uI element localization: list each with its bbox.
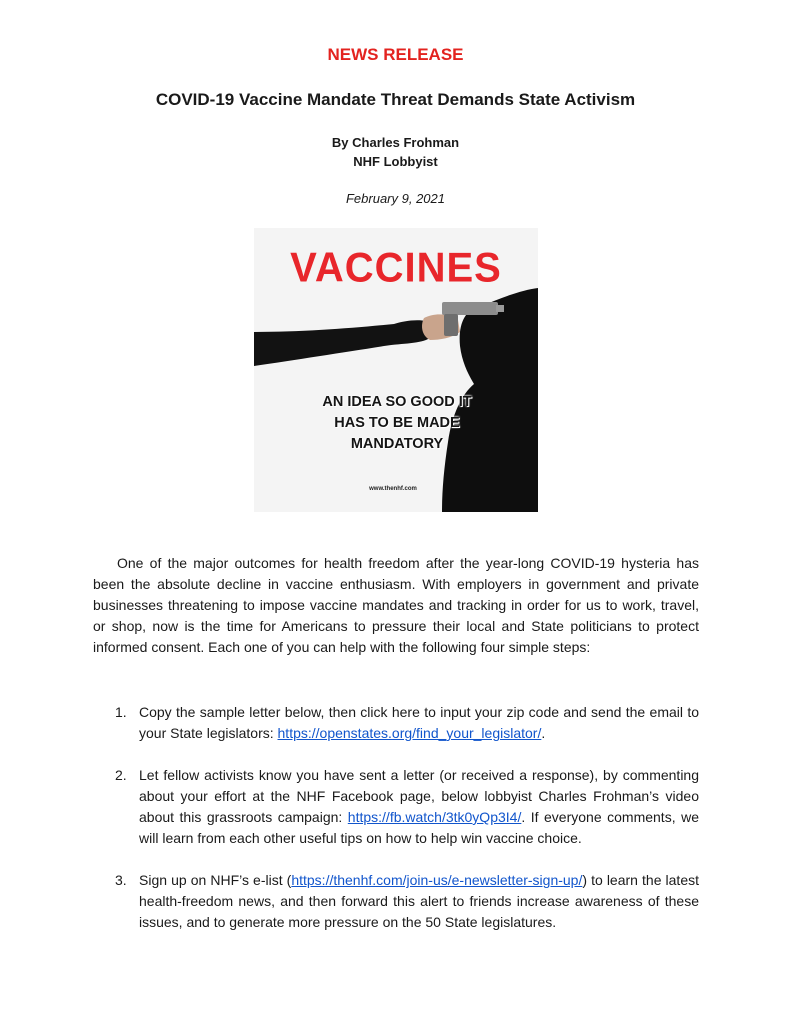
headline: COVID-19 Vaccine Mandate Threat Demands State Activism bbox=[155, 90, 636, 109]
list-item bbox=[93, 702, 699, 744]
vaccines-poster-image bbox=[254, 228, 538, 512]
slogan-line-2: HAS TO BE MADE bbox=[334, 415, 460, 431]
step-text: Sign up on NHF’s e-list ( bbox=[139, 872, 292, 888]
slogan-line-3: MANDATORY bbox=[350, 436, 444, 452]
poster-site-url: www.thenhf.com bbox=[369, 486, 417, 492]
author-name: By Charles Frohman bbox=[331, 135, 460, 150]
release-date: February 9, 2021 bbox=[345, 191, 445, 206]
action-steps-list bbox=[93, 702, 699, 954]
poster-headline: VACCINES bbox=[290, 244, 502, 292]
news-release-label: NEWS RELEASE bbox=[327, 45, 464, 64]
step-number: 2. bbox=[115, 767, 127, 783]
step-text-end: . bbox=[541, 725, 546, 741]
step-number: 1. bbox=[115, 704, 127, 720]
author-role: NHF Lobbyist bbox=[353, 154, 438, 169]
facebook-video-link[interactable]: https://fb.watch/3tk0yQp3I4/ bbox=[347, 809, 522, 825]
step-text-end: ) to learn the latest health-freedom news, and then forward this alert to friends increase awareness of these issues, and to generate more pressure on the 50 State legislatures. bbox=[139, 872, 699, 930]
step-text: Let fellow activists know you have sent a letter (or received a response), by commenting about your effort at the NHF Facebook page, below lobbyist Charles Frohman’s video about this grassroots campaign: bbox=[139, 767, 699, 825]
step-number: 3. bbox=[115, 872, 127, 888]
intro-paragraph: One of the major outcomes for health freedom after the year-long COVID-19 hysteria has been the absolute decline in vaccine enthusiasm. With employers in government and private businesses threatening to impose vaccine mandates and tracking in order for us to work, travel, or shop, now is the time for Americans to pressure their local and State politicians to protect informed consent. Each one of you can help with the following four simple steps: bbox=[93, 555, 699, 655]
list-item bbox=[93, 765, 699, 849]
poster-slogan bbox=[272, 392, 522, 455]
step-text-end: . If everyone comments, we will learn from each other useful tips on how to help win vaccine choice. bbox=[139, 809, 699, 846]
step-text: Copy the sample letter below, then click here to input your zip code and send the email to your State legislators: bbox=[139, 704, 699, 741]
newsletter-signup-link[interactable]: https://thenhf.com/join-us/e-newsletter-sign-up/ bbox=[291, 872, 583, 888]
byline bbox=[0, 133, 791, 171]
openstates-link[interactable]: https://openstates.org/find_your_legislator/ bbox=[277, 725, 542, 741]
list-item bbox=[93, 870, 699, 933]
slogan-line-1: AN IDEA SO GOOD IT bbox=[322, 394, 472, 410]
